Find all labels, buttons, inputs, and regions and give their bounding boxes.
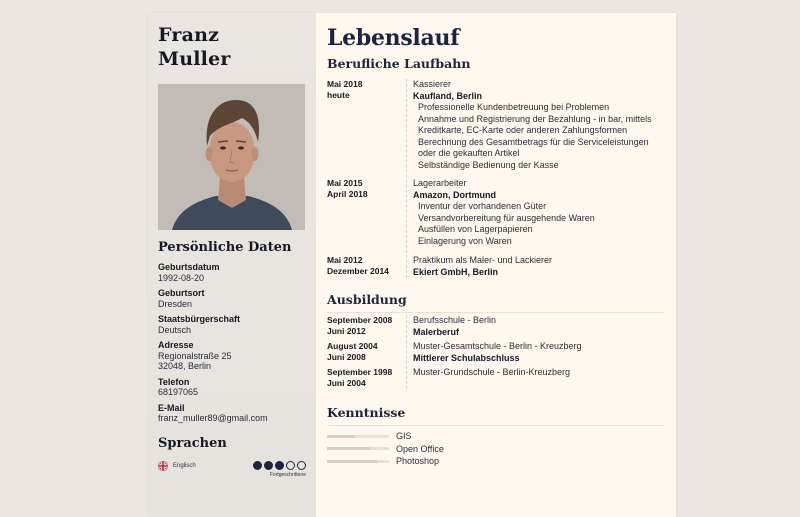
education-entry: [327, 315, 664, 338]
skill-fill: [327, 435, 355, 438]
job-entry: [327, 178, 664, 247]
task-item: Inventur der vorhandenen Güter: [418, 201, 547, 211]
field-label: Geburtsdatum: [158, 262, 220, 272]
sidebar: [148, 13, 316, 517]
job-start-date: Mai 2012: [327, 255, 363, 265]
skill-fill: [327, 447, 370, 450]
language-level-dots: [253, 461, 306, 470]
task-item: Selbständige Bedienung der Kasse: [418, 159, 559, 170]
skills-heading: Kenntnisse: [327, 405, 406, 420]
field-label: Staatsbürgerschaft: [158, 314, 241, 324]
field-label: Geburtsort: [158, 288, 205, 298]
edu-start-date: September 1998: [327, 367, 393, 377]
task-item: Professionelle Kundenbetreuung bei Problemen: [418, 102, 610, 112]
portrait-image: [158, 84, 305, 230]
school-name: Muster-Gesamtschule - Berlin - Kreuzberg: [413, 341, 582, 351]
field-value-line2: 32048, Berlin: [158, 361, 212, 371]
address-field: [158, 340, 306, 372]
job-end-date: Dezember 2014: [327, 266, 389, 276]
phone-field: [158, 377, 306, 398]
school-name: Muster-Grundschule - Berlin-Kreuzberg: [413, 367, 571, 377]
resume-page: [148, 13, 676, 517]
job-tasks: [418, 102, 664, 171]
last-name: Muller: [158, 48, 231, 70]
job-date: [327, 255, 413, 278]
email-field: [158, 403, 306, 424]
job-date: [327, 79, 413, 171]
task-item: Einlagerung von Waren: [418, 235, 512, 246]
education-list: [327, 315, 664, 389]
first-name: Franz: [158, 24, 220, 46]
job-entry: [327, 255, 664, 278]
field-label: Telefon: [158, 376, 190, 387]
level-dot: [297, 461, 306, 470]
job-date: [327, 178, 413, 247]
career-list: [327, 79, 664, 278]
skill-fill: [327, 460, 377, 463]
job-end-date: April 2018: [327, 189, 368, 199]
skill-bar: [327, 435, 389, 438]
level-dot: [286, 461, 295, 470]
job-end-date: heute: [327, 90, 350, 100]
job-role: Praktikum als Maler- und Lackierer: [413, 255, 553, 265]
field-value: Regionalstraße 25: [158, 350, 232, 361]
task-item: Annahme und Registrierung der Bezahlung - in bar, mittels Kreditkarte, EC-Karte oder anderen Zahlungsformen: [418, 113, 652, 135]
skill-name: Open Office: [396, 443, 444, 454]
career-heading: Berufliche Laufbahn: [327, 56, 471, 71]
profile-photo: [158, 84, 305, 230]
task-item: Ausfüllen von Lagerpapieren: [418, 224, 533, 234]
edu-start-date: August 2004: [327, 341, 378, 351]
degree: Malerberuf: [413, 326, 460, 337]
language-item: [158, 461, 306, 478]
citizenship-field: [158, 314, 306, 335]
edu-end-date: Juni 2012: [327, 326, 366, 336]
field-value: Deutsch: [158, 324, 192, 335]
field-value: Dresden: [158, 298, 193, 309]
skill-item: [327, 430, 664, 443]
birthplace-field: [158, 288, 306, 309]
job-company: Ekiert GmbH, Berlin: [413, 266, 499, 277]
skill-name: Photoshop: [396, 456, 440, 467]
education-entry: [327, 367, 664, 389]
task-item: Versandvorbereitung für ausgehende Waren: [418, 212, 595, 223]
job-role: Kassierer: [413, 79, 452, 89]
job-role: Lagerarbeiter: [413, 178, 467, 188]
skills-list: [327, 430, 664, 468]
level-dot: [264, 461, 273, 470]
skill-bar: [327, 460, 389, 463]
personal-data-list: [158, 262, 306, 424]
edu-end-date: Juni 2008: [327, 352, 366, 362]
education-heading: Ausbildung: [327, 292, 407, 307]
section-divider: [327, 425, 664, 426]
birthdate-field: [158, 262, 306, 283]
job-start-date: Mai 2015: [327, 178, 363, 188]
job-company: Kaufland, Berlin: [413, 90, 483, 101]
skill-item: [327, 443, 664, 456]
job-entry: [327, 79, 664, 171]
personal-data-heading: Persönliche Daten: [158, 240, 292, 255]
section-divider: [327, 312, 664, 313]
edu-start-date: September 2008: [327, 315, 393, 325]
job-start-date: Mai 2018: [327, 79, 363, 89]
school-name: Berufsschule - Berlin: [413, 315, 497, 325]
page-title: Lebenslauf: [327, 25, 460, 51]
level-dot: [253, 461, 262, 470]
field-value: 68197065: [158, 387, 199, 397]
field-label: Adresse: [158, 340, 194, 350]
degree: Mittlerer Schulabschluss: [413, 352, 520, 363]
field-value: 1992-08-20: [158, 272, 205, 283]
task-item: Berechnung des Gesamtbetrags für die Serviceleistungen oder die gekauften Artikel: [418, 136, 649, 158]
main-content: [316, 13, 676, 517]
level-dot: [275, 461, 284, 470]
skill-bar: [327, 447, 389, 450]
languages-heading: Sprachen: [158, 435, 227, 451]
job-tasks: [418, 201, 664, 247]
person-name: [158, 23, 306, 71]
education-entry: [327, 341, 664, 364]
uk-flag-icon: [158, 461, 168, 471]
job-company: Amazon, Dortmund: [413, 189, 496, 200]
language-level-label: Fortgeschrittene: [269, 471, 306, 478]
edu-end-date: Juni 2004: [327, 378, 366, 388]
field-label: E-Mail: [158, 402, 185, 413]
language-name: Englisch: [173, 462, 196, 469]
skill-name: GIS: [396, 431, 412, 442]
field-value: franz_muller89@gmail.com: [158, 413, 268, 423]
skill-item: [327, 455, 664, 468]
